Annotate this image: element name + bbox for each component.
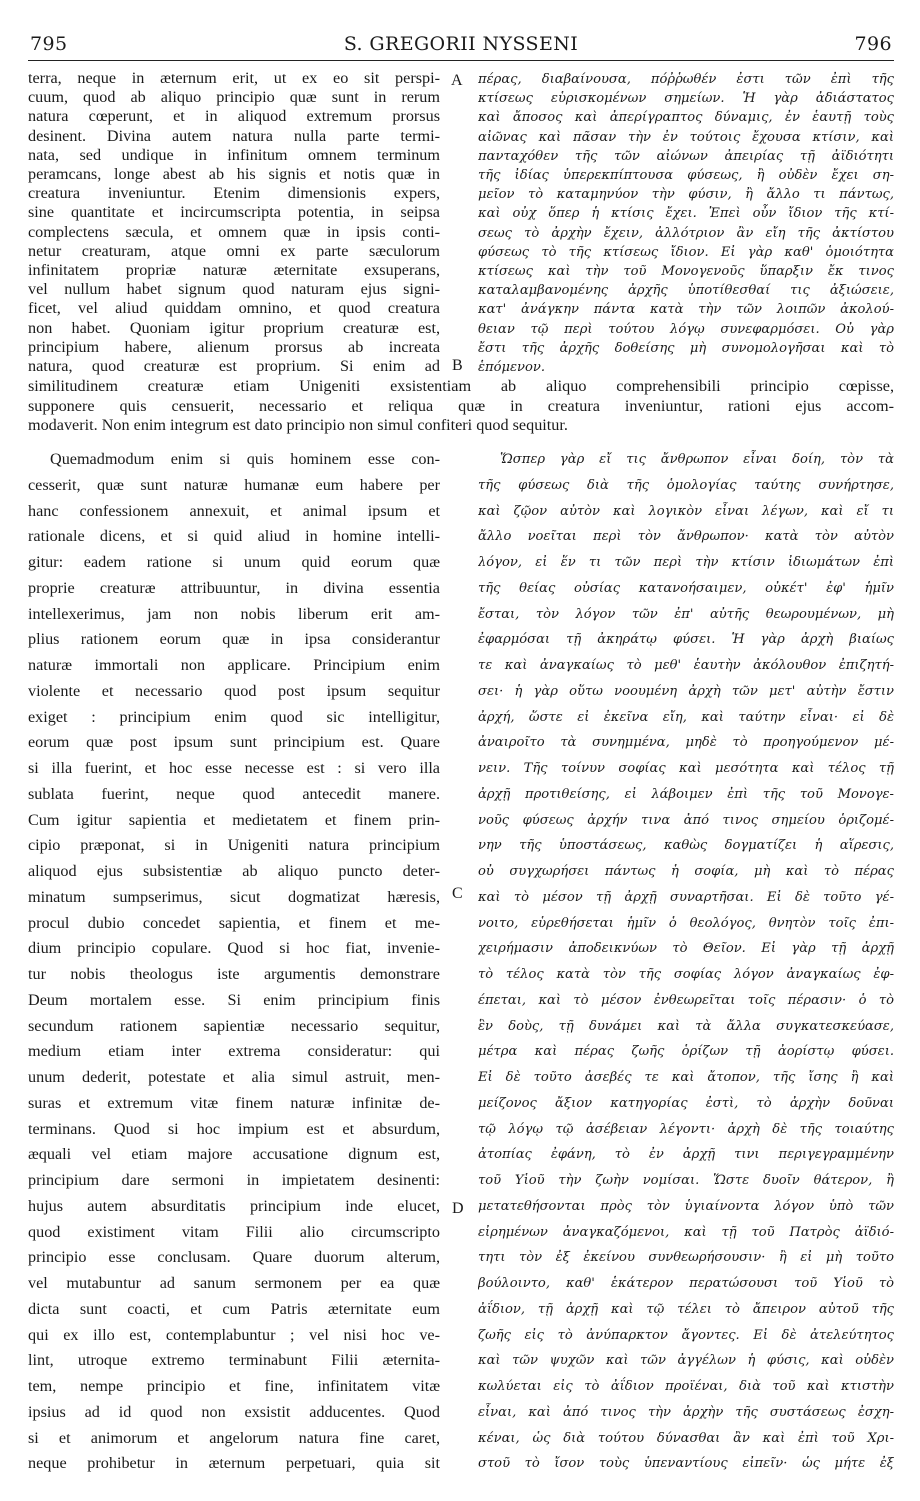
greek-line: ἔσται, τὸν λόγον τῶν ἐπ' αὐτῆς θεωρουμένων, μὴ [478, 606, 894, 622]
latin-line: netur creaturam, atque omni ex parte sæculorum [28, 241, 440, 260]
greek-line: κέναι, ὡς διὰ τούτου δύνασθαι ἂν καὶ ἐπὶ τοῦ Χρι- [478, 1430, 894, 1446]
latin-line: hujus autem absurditatis principium inde elucet, [28, 1196, 440, 1215]
latin-line: medium etiam inter extrema consideratur: qui [28, 1042, 440, 1061]
greek-line: ἐφαρμόσαι τῇ ἀκηράτῳ φύσει. Ἡ γὰρ ἀρχὴ βιαίως [478, 632, 894, 648]
greek-line: ἀτοπίας ἐφάνη, τὸ ἐν ἀρχῇ τινι περιγεγραμμένην [478, 1147, 894, 1163]
greek-line: σει· ἡ γὰρ οὕτω νοουμένη ἀρχὴ τῶν μετ' αὐτὴν ἔστιν [478, 683, 894, 699]
latin-line: Quemadmodum enim si quis hominem esse con- [50, 450, 440, 468]
latin-line: violente et necessario quod post ipsum sequitur [28, 681, 440, 700]
greek-line: αἰῶνας καὶ πᾶσαν τὴν ἐν τούτοις ἔχουσα κτίσιν, καὶ [478, 129, 894, 145]
latin-line: naturæ immortali non applicare. Principium enim [28, 656, 440, 674]
latin-line: plius rationem eorum quæ in ipsa considerantur [28, 630, 440, 649]
latin-line: principium habere, alienum prorsus ab increata [28, 337, 440, 356]
latin-full-line: supponere quis censuerit, necessario et reliqua quæ in creatura inveniuntur, rationi ejus accom- [28, 396, 894, 415]
greek-line: καὶ ἄποσος καὶ ἀπερίγραπτος δύναμις, ἐν ἑαυτῇ τοὺς [478, 110, 894, 126]
latin-line: aliquod ejus subsistentiæ ab aliquo puncto deter- [28, 862, 440, 880]
latin-line: infinitatem propriæ naturæ æternitate exsuperans, [28, 261, 440, 279]
margin-marker-d: D [452, 1200, 464, 1217]
greek-line: καὶ ζῷον αὐτὸν καὶ λογικὸν εἶναι λέγων, καὶ εἴ τι [478, 503, 894, 519]
latin-line: principio esse conclusam. Quare duorum alterum, [28, 1248, 440, 1267]
greek-line: εἰρημένων ἀναγκαζόμενοι, καὶ τῇ τοῦ Πατρὸς ἀϊδιό- [478, 1224, 894, 1240]
latin-line: principium dare sermoni in impietatem desinenti: [28, 1171, 440, 1189]
greek-line: Εἰ δὲ τοῦτο ἀσεβές τε καὶ ἄτοπον, τῆς ἴσης ἢ καὶ [478, 1070, 894, 1085]
latin-line: eorum quæ post ipsum sunt principium est. Quare [28, 733, 440, 752]
latin-line: dicta sunt coacti, et cum Patris æternitate eum [28, 1299, 440, 1318]
latin-full-line: modaverit. Non enim integrum est dato principio non simul confiteri quod sequitur. [28, 416, 568, 434]
greek-line: πέρας, διαβαίνουσα, πόῤῥωθέν ἐστι τῶν ἐπὶ τῆς [478, 72, 894, 87]
latin-line: tem, nempe principio et fine, infinitatem vitæ [28, 1377, 440, 1395]
latin-line: suras et extremum vitæ finem naturæ infinitæ de- [28, 1093, 440, 1112]
greek-line: μείζονος ἄξιον κατηγορίας ἐστὶ, τὸ ἀρχὴν δοῦναι [478, 1095, 894, 1111]
latin-line: Cum igitur sapientia et medietatem et finem prin- [28, 810, 440, 829]
greek-line: ἀρχή, ὥστε εἰ ἐκεῖνα εἴη, καὶ ταύτην εἶναι· εἰ δὲ [478, 709, 894, 725]
greek-line: ἀΐδιον, τῇ ἀρχῇ καὶ τῷ τέλει τὸ ἄπειρον αὐτοῦ τῆς [478, 1301, 894, 1317]
latin-line: si et animorum et angelorum natura fine caret, [28, 1428, 440, 1447]
latin-line: proprie creaturæ attribuuntur, in divina essentia [28, 578, 440, 597]
latin-line: Deum mortalem esse. Si enim principium finis [28, 990, 440, 1009]
latin-full-line: similitudinem creaturæ etiam Unigeniti exsistentiam ab aliquo comprehensibili principio cœpisse, [28, 377, 894, 395]
greek-line: μεῖον τὸ καταμηνύον τὴν φύσιν, ἢ ἄλλο τι πάντως, [478, 187, 894, 203]
latin-line: qui ex illo est, contemplabuntur ; vel nisi hoc ve- [28, 1325, 440, 1344]
latin-line: natura cœperunt, et in aliquod extremum prorsus [28, 107, 440, 126]
greek-line: καὶ οὐχ ὅπερ ἡ κτίσις ἔχει. Ἐπεὶ οὖν ἴδιον τῆς κτί- [478, 206, 894, 222]
greek-line: μέτρα καὶ πέρας ζωῆς ὁρίζων τῇ ἀορίστῳ φύσει. [478, 1044, 894, 1060]
latin-line: creatura inveniuntur. Etenim dimensionis expers, [28, 184, 440, 203]
latin-line: dium principio copulare. Quod si hoc fiat, invenie- [28, 939, 440, 958]
greek-line: κτίσεως καὶ τὴν τοῦ Μονογενοῦς ὕπαρξιν ἔκ τινος [478, 264, 894, 279]
greek-line: τε καὶ ἀναγκαίως τὸ μεθ' ἑαυτὴν ἀκόλουθον ἐπιζητή- [478, 658, 894, 673]
page-number-right: 796 [854, 33, 892, 55]
latin-line: æquali vel etiam majore accusatione dignum est, [28, 1145, 440, 1164]
greek-line: νειν. Τῆς τοίνυν σοφίας καὶ μεσότητα καὶ τέλος τῇ [478, 761, 894, 776]
greek-line: ἑπόμενον. [478, 360, 546, 375]
latin-line: procul dubio concedet sapientia, et finem et me- [28, 913, 440, 932]
latin-line: minatum sumpserimus, sicut dogmatizat hæresis, [28, 887, 440, 906]
latin-line: ficet, vel aliud quiddam omnino, et quod creatura [28, 299, 440, 318]
latin-column [28, 22, 440, 1487]
greek-line: θειαν τῷ περὶ τούτου λόγῳ συνεφαρμόσει. Οὐ γὰρ [478, 321, 894, 337]
greek-line: Ὥσπερ γὰρ εἴ τις ἄνθρωπον εἶναι δοίη, τὸν τὰ [500, 452, 894, 467]
greek-line: εἶναι, καὶ ἀπό τινος τὴν ἀρχὴν τῆς συστάσεως ἐσχη- [478, 1404, 894, 1420]
latin-line: sublata fuerint, neque quod antecedit manere. [28, 784, 440, 803]
latin-line: tur nobis theologus iste argumentis demonstrare [28, 965, 440, 983]
greek-line: οὐ συγχωρήσει πάντως ἡ σοφία, μὴ καὶ τὸ πέρας [478, 864, 894, 879]
greek-line: νοιτο, εὑρεθήσεται ἡμῖν ὁ θεολόγος, θνητὸν τοῖς ἐπι- [478, 915, 894, 931]
greek-line: καὶ τὸ μέσον τῇ ἀρχῇ συναρτῆσαι. Εἰ δὲ τοῦτο γέ- [478, 889, 894, 905]
text-body [28, 22, 894, 1487]
page [28, 22, 894, 1487]
latin-line: neque prohibetur in æternum perpetuari, quia sit [28, 1454, 440, 1473]
latin-line: nata, sed undique in infinitum omnem terminum [28, 145, 440, 164]
greek-line: τῆς θείας οὐσίας κατανοήσαιμεν, οὐκέτ' ἐφ' ἡμῖν [478, 580, 894, 596]
margin-marker-c: C [452, 885, 463, 902]
greek-line: έπεται, καὶ τὸ μέσον ἐνθεωρεῖται τοῖς πέρασιν· ὁ τὸ [478, 992, 894, 1008]
greek-line: τὸ τέλος κατὰ τὸν τῆς σοφίας λόγον ἀναγκαίως ἐφ- [478, 967, 894, 982]
latin-line: cipio præponat, si in Unigeniti natura principium [28, 836, 440, 855]
greek-line: τητι τὸν ἐξ ἐκείνου συνθεωρήσουσιν· ἢ εἰ μὴ τοῦτο [478, 1250, 894, 1266]
greek-column [478, 22, 894, 1487]
greek-line: καταλαμβανομένης ἀρχῆς ὑποτίθεσθαί τις ἀξιώσειε, [478, 283, 894, 299]
greek-line: χειρήμασιν ἀποδεικνύων τὸ Θεῖον. Εἰ γὰρ τῇ ἀρχῇ [478, 941, 894, 957]
greek-line: ἄλλο νοεῖται περὶ τὸν ἄνθρωπον· κατὰ τὸν αὐτὸν [478, 529, 894, 545]
running-title: S. GREGORII NYSSENI [343, 33, 579, 55]
greek-line: ἓν δοὺς, τῇ δυνάμει καὶ τὰ ἄλλα συγκατεσκεύασε, [478, 1018, 894, 1034]
greek-line: τῆς ἰδίας ὑπερεκπίπτουσα φύσεως, ἢ οὐδὲν ἔχει ση- [478, 168, 894, 183]
greek-line: τῷ λόγῳ τῷ ἀσέβειαν λέγοντι· ἀρχὴ δὲ τῆς τοιαύτης [478, 1121, 894, 1137]
greek-line: κωλύεται εἰς τὸ ἀΐδιον προϊέναι, διὰ τοῦ καὶ κτιστὴν [478, 1379, 894, 1394]
greek-line: τῆς φύσεως διὰ τῆς ὁμολογίας ταύτης συνήρτησε, [478, 477, 894, 493]
greek-line: νοῦς φύσεως ἀρχήν τινα ἀπό τινος σημείου ὁριζομέ- [478, 812, 894, 828]
latin-line: terminans. Quod si hoc impium est et absurdum, [28, 1119, 440, 1138]
greek-line: ζωῆς εἰς τὸ ἀνύπαρκτον ἄγοντες. Εἰ δὲ ἀτελεύτητος [478, 1327, 894, 1343]
greek-line: λόγον, εἰ ἕν τι τῶν περὶ τὴν κτίσιν ἰδιωμάτων ἐπὶ [478, 555, 894, 570]
greek-line: πανταχόθεν τῆς τῶν αἰώνων ἀπειρίας τῇ ἀϊδιότητι [478, 148, 894, 164]
latin-line: vel mutabuntur ad sanum sermonem per ea quæ [28, 1274, 440, 1292]
greek-line: βούλοιντο, καθ' ἑκάτερον περατώσουσι τοῦ Υἱοῦ τὸ [478, 1276, 894, 1291]
latin-line: sine quantitate et incircumscripta potentia, in seipsa [28, 203, 440, 222]
greek-line: νην τῆς ὑποστάσεως, καθὼς δογματίζει ἡ αἵρεσις, [478, 838, 894, 854]
latin-line: gitur: eadem ratione si unum quid eorum quæ [28, 553, 440, 571]
latin-line: si illa fuerint, et hoc esse necesse est : si vero illa [28, 759, 440, 777]
margin-marker-b: B [452, 357, 463, 374]
latin-line: quod existiment vitam Filii alio circumscripto [28, 1222, 440, 1241]
latin-line: non habet. Quoniam igitur proprium creaturæ est, [28, 318, 440, 337]
greek-line: φύσεως τὸ τῆς κτίσεως ἴδιον. Εἰ γὰρ καθ' ὁμοιότητα [478, 244, 894, 260]
greek-line: στοῦ τὸ ἴσον τοὺς ὑπεναντίους εἰπεῖν· ὡς μήτε ἐξ [478, 1456, 894, 1472]
latin-line: complectens sæcula, et omnem quæ in ipsis conti- [28, 222, 440, 241]
latin-line: cuum, quod ab aliquo principio quæ sunt in rerum [28, 88, 440, 107]
latin-line: terra, neque in æternum erit, ut ex eo sit perspi- [28, 69, 440, 87]
latin-line: peramcans, longe abest ab his signis et notis quæ in [28, 165, 440, 183]
greek-line: κατ' ἀνάγκην πάντα κατὰ τὴν τῶν λοιπῶν ἀκολού- [478, 302, 894, 318]
latin-line: cesserit, quæ sunt naturæ humanæ eum habere per [28, 475, 440, 494]
greek-line: ἀναιροῖτο τὰ συνημμένα, μηδὲ τὸ προηγούμενον μέ- [478, 735, 894, 751]
latin-line: natura, quod creaturæ est proprium. Si enim ad [28, 357, 440, 375]
greek-line: τοῦ Υἱοῦ τὴν ζωὴν νομίσαι. Ὥστε δυοῖν θάτερον, ἢ [478, 1173, 894, 1188]
latin-line: secundum rationem sapientiæ necessario sequitur, [28, 1016, 440, 1035]
latin-line: unum dederit, potestate et alia simul astruit, men- [28, 1068, 440, 1086]
latin-line: desinent. Divina autem natura nulla parte termi- [28, 126, 440, 145]
greek-line: ἀρχῇ προτιθείσης, εἰ λάβοιμεν ἐπὶ τῆς τοῦ Μονογε- [478, 786, 894, 802]
greek-line: ἔστι τῆς ἀρχῆς δοθείσης μὴ συνομολογῆσαι καὶ τὸ [478, 340, 894, 356]
greek-line: καὶ τῶν ψυχῶν καὶ τῶν ἀγγέλων ἡ φύσις, καὶ οὐδὲν [478, 1353, 894, 1369]
latin-line: exiget : principium enim quod sic intelligitur, [28, 707, 440, 726]
page-number-left: 795 [30, 33, 68, 55]
latin-line: lint, utroque extremo terminabunt Filii æternita- [28, 1351, 440, 1370]
latin-line: hanc confessionem annexuit, et animal ipsum et [28, 501, 440, 520]
greek-line: σεως τὸ ἀρχὴν ἔχειν, ἀλλότριον ἂν εἴη τῆς ἀκτίστου [478, 225, 894, 241]
latin-line: vel nullum habet signum quod naturam ejus signi- [28, 280, 440, 299]
greek-line: κτίσεως εὑρισκομένων σημείων. Ἡ γὰρ ἀδιάστατος [478, 91, 894, 107]
latin-line: intellexerimus, jam non nobis liberum erit am- [28, 604, 440, 623]
margin-marker-a: A [451, 72, 463, 89]
greek-line: μετατεθήσονται πρὸς τὸν ὑγιαίνοντα λόγον ὑπὸ τῶν [478, 1198, 894, 1214]
latin-line: ipsius ad id quod non exsistit adducentes. Quod [28, 1402, 440, 1421]
latin-line: rationale dicens, et si quid aliud in homine intelli- [28, 527, 440, 546]
